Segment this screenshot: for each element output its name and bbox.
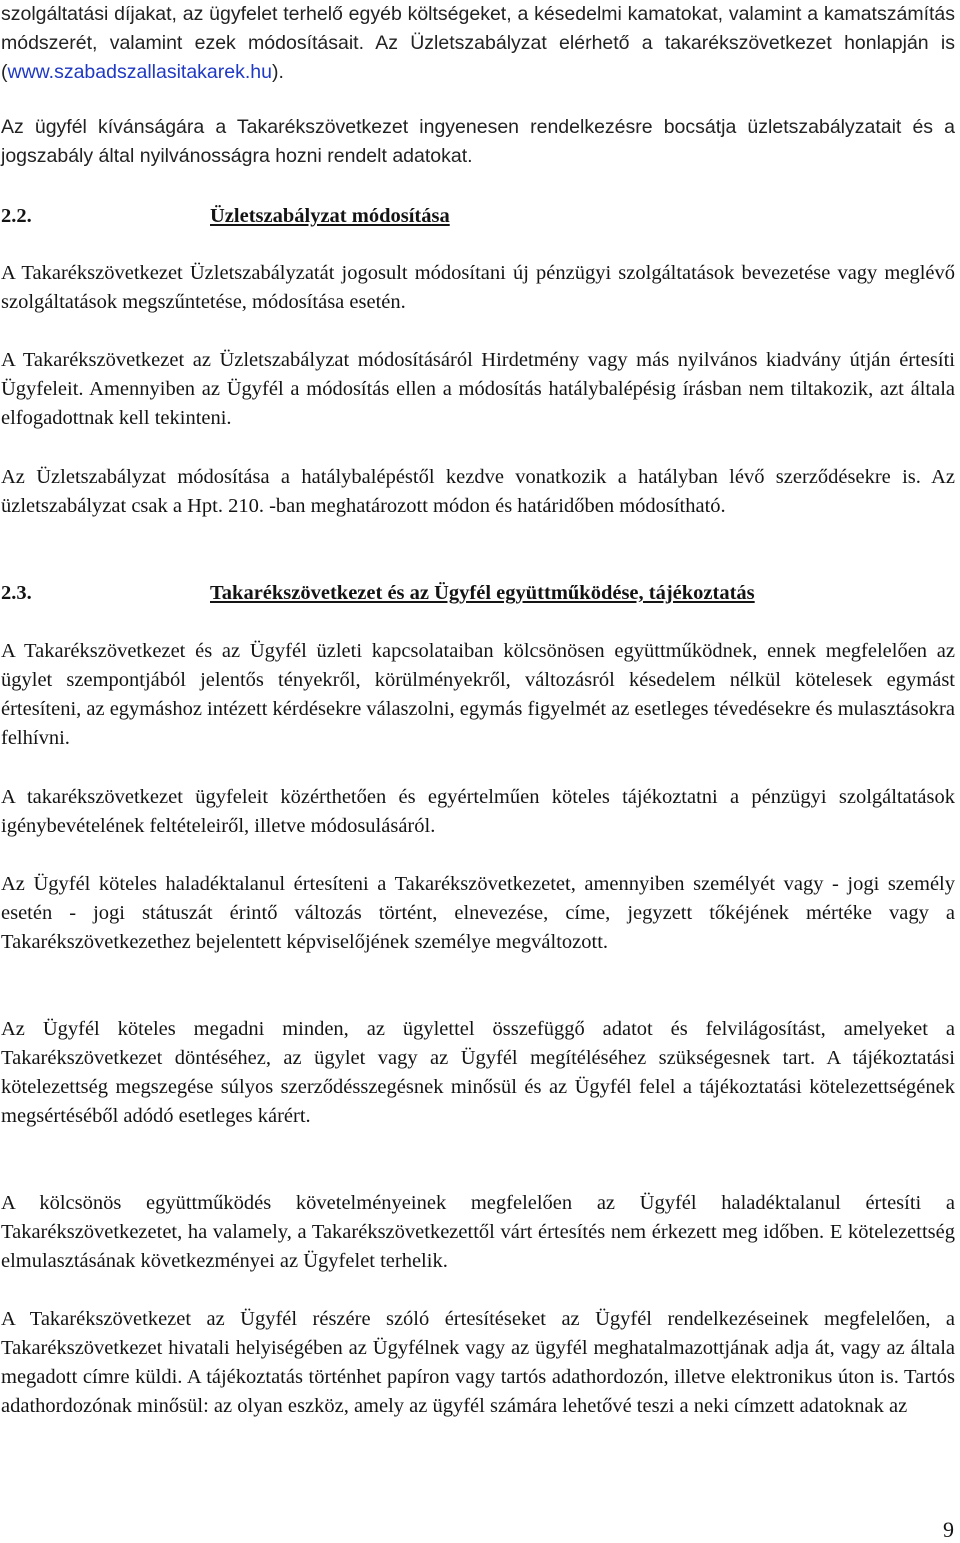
paragraph: A Takarékszövetkezet és az Ügyfél üzleti kapcsolataiban kölcsönösen együttműködnek, ennek megfelelően az ügylet szempontjából jelentős tényekről, körülményekről, változásról késedelem nélkül kötelesek egymást értesíteni, az egymáshoz intézett kérdésekre válaszolni, egymás figyelmét az esetleges tévedésekre és mulasztásokra felhívni. xyxy=(1,640,955,749)
section-title: Takarékszövetkezet és az Ügyfél együttműködése, tájékoztatás xyxy=(210,582,755,604)
intro-paragraph-2: Az ügyfél kívánságára a Takarékszövetkezet ingyenesen rendelkezésre bocsátja üzletszabályzatait és a jogszabály által nyilvánosságra hozni rendelt adatokat. xyxy=(1,116,955,167)
section-title: Üzletszabályzat módosítása xyxy=(210,205,450,227)
intro-text-end: ). xyxy=(271,61,284,83)
section-heading-2-3 xyxy=(1,579,955,608)
paragraph: A Takarékszövetkezet az Ügyfél részére szóló értesítéseket az Ügyfél rendelkezéseinek megfelelően, a Takarékszövetkezet hivatali helyiségében az Ügyfélnek vagy az ügyfél meghatalmazottjának adja át, vagy az általa megadott címre küldi. A tájékoztatás történhet papíron vagy tartós adathordozón, illetve elektronikus úton is. Tartós adathordozónak minősül: az olyan eszköz, amely az ügyfél számára lehetővé teszi a neki címzett adatoknak az xyxy=(1,1308,955,1417)
page-number: 9 xyxy=(943,1517,954,1542)
section-number: 2.2. xyxy=(1,205,32,227)
section-number: 2.3. xyxy=(1,582,32,604)
paragraph: A Takarékszövetkezet az Üzletszabályzat módosításáról Hirdetmény vagy más nyilvános kiadvány útján értesíti Ügyfeleit. Amennyiben az Ügyfél a módosítás ellen a módosítás hatálybalépésig írásban nem tiltakozik, azt általa elfogadottnak kell tekinteni. xyxy=(1,349,955,429)
intro-text: szolgáltatási díjakat, az ügyfelet terhelő egyéb költségeket, a késedelmi kamatokat, valamint a kamatszámítás módszerét, valamint ezek módosításait. Az Üzletszabályzat elérhető a takarékszövetkezet honlapján is ( xyxy=(1,3,955,83)
website-link[interactable]: www.szabadszallasitakarek.hu xyxy=(7,61,272,83)
intro-paragraph xyxy=(1,0,955,87)
paragraph: Az Ügyfél köteles haladéktalanul értesíteni a Takarékszövetkezetet, amennyiben személyét vagy - jogi személy esetén - jogi státuszát érintő változás történt, elnevezése, címe, jegyzett tőkéjének mértéke vagy a Takarékszövetkezethez bejelentett képviselőjének személye megváltozott. xyxy=(1,873,955,953)
paragraph: Az Üzletszabályzat módosítása a hatálybalépéstől kezdve vonatkozik a hatályban lévő szerződésekre is. Az üzletszabályzat csak a Hpt. 210. -ban meghatározott módon és határidőben módosítható. xyxy=(1,466,955,517)
paragraph: Az Ügyfél köteles megadni minden, az ügylettel összefüggő adatot és felvilágosítást, amelyeket a Takarékszövetkezet döntéséhez, az ügylet vagy az Ügyfél megítéléséhez szükségesnek tart. A tájékoztatási kötelezettség megszegése súlyos szerződésszegésnek minősül és az Ügyfél felel a tájékoztatási kötelezettségének megsértéséből adódó esetleges kárért. xyxy=(1,1018,955,1127)
section-heading-2-2 xyxy=(1,202,955,231)
paragraph: A kölcsönös együttműködés követelményeinek megfelelően az Ügyfél haladéktalanul értesíti a Takarékszövetkezetet, ha valamely, a Takarékszövetkezettől várt értesítés nem érkezett meg időben. E kötelezettség elmulasztásának következményei az Ügyfelet terhelik. xyxy=(1,1192,955,1272)
paragraph: A takarékszövetkezet ügyfeleit közérthetően és egyértelműen köteles tájékoztatni a pénzügyi szolgáltatások igénybevételének feltételeiről, illetve módosulásáról. xyxy=(1,786,955,837)
paragraph: A Takarékszövetkezet Üzletszabályzatát jogosult módosítani új pénzügyi szolgáltatások bevezetése vagy meglévő szolgáltatások megszűntetése, módosítása esetén. xyxy=(1,262,955,313)
